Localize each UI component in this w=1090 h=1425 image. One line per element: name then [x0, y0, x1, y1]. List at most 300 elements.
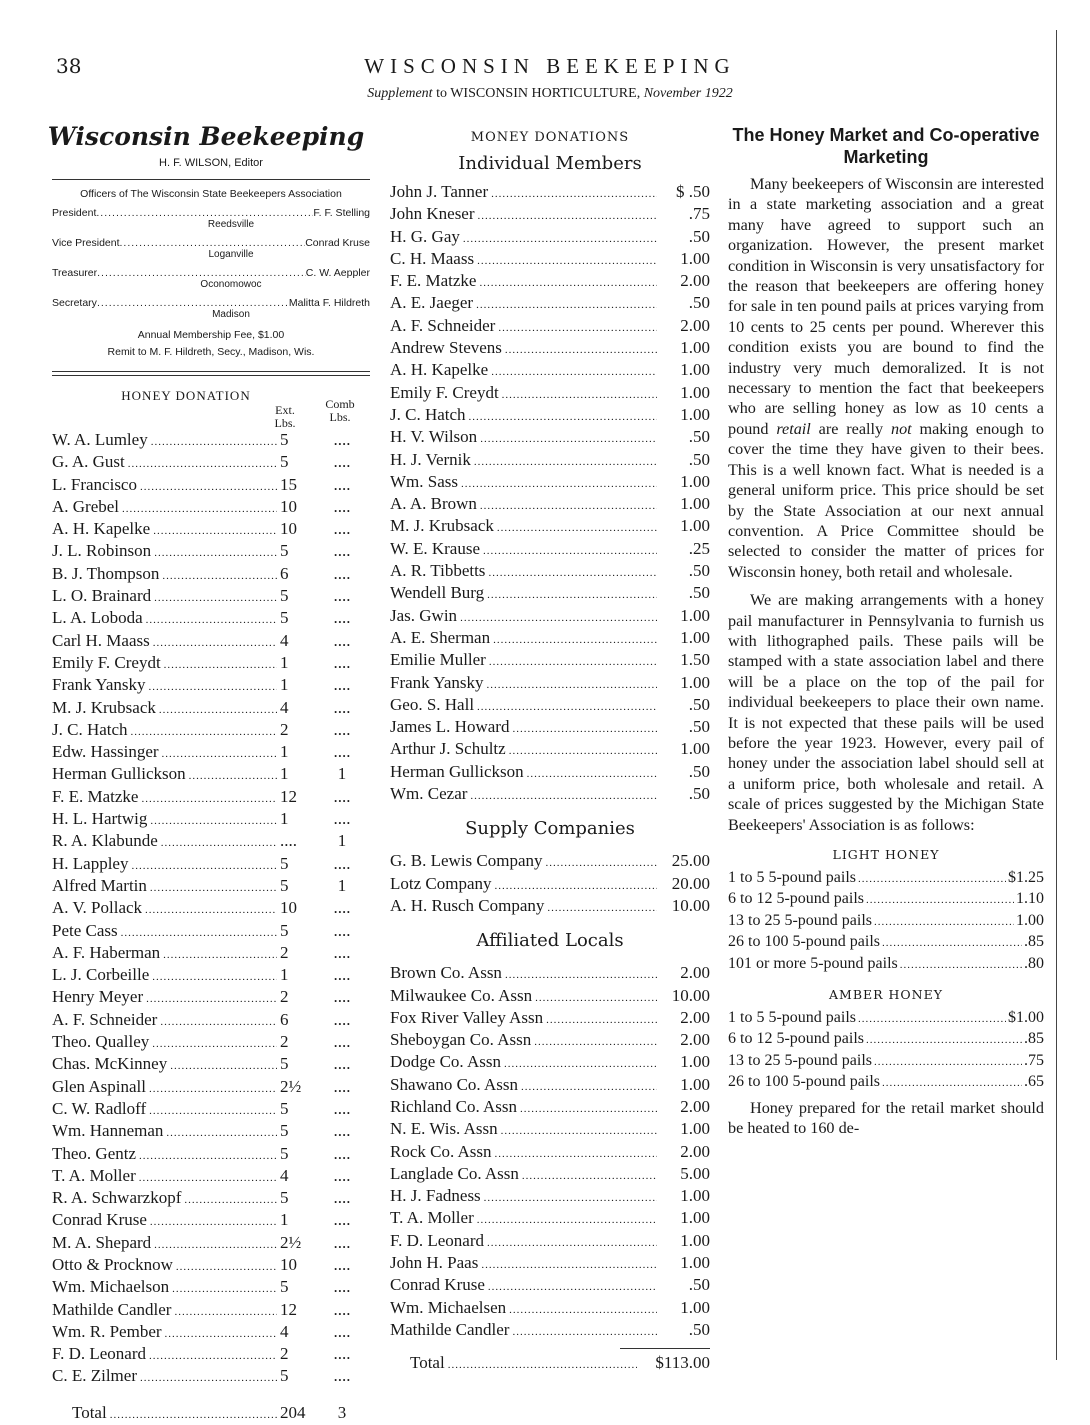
officer-role: Vice President	[52, 237, 120, 249]
leader-dots	[162, 744, 277, 764]
comb-lbs: ....	[333, 675, 351, 695]
leader-dots	[491, 362, 657, 382]
officer-place: Oconomowoc	[200, 279, 262, 290]
article-paragraph-1: Many beekeepers of Wisconsin are interested in a state marketing association and a great many have agreed to support such an organization. However, the present market condition in Wisconsin is very unsatisfactory for the reason that beekeepers are offering honey for sale in ten pound pails at prices varying from 10 cents to 25 cents per pound. Wherever this condition exists you are bound to find the industry very much demoralized. It is not necessary to mention the fact that beekeepers who are selling honey as low as 10 cents a pound retail are really not making enough to cover the time they have given to their bees. This is a well known fact. What is needed is a general uniform price. This price should be set by the State Association at our next annual convention. A Price Committee should be selected to consider the matter of prices for Wisconsin honey, both retail and wholesale.	[728, 175, 1045, 581]
donor-name: A. F. Haberman	[52, 942, 161, 962]
leader-dots	[154, 588, 277, 608]
membership-fee: Annual Membership Fee, $1.00	[137, 329, 285, 341]
donor-name: Fox River Valley Assn	[390, 1007, 544, 1027]
individual-donation-row	[390, 717, 710, 739]
leader-dots	[481, 1255, 657, 1275]
donor-name: A. R. Tibbetts	[390, 561, 486, 581]
officer-role: Secretary	[52, 297, 97, 309]
individual-donation-row	[390, 695, 710, 717]
individual-donation-row	[390, 450, 710, 472]
honey-donation-row	[52, 541, 370, 563]
donor-name: H. J. Fadness	[390, 1186, 481, 1206]
leader-dots	[477, 251, 657, 271]
right-edge-rule	[1056, 30, 1057, 1360]
comb-lbs: ....	[333, 742, 351, 762]
leader-dots	[97, 297, 289, 310]
col-ext-header: Ext. Lbs.	[274, 403, 296, 430]
donor-name: Henry Meyer	[52, 987, 144, 1007]
leader-dots	[495, 876, 657, 896]
comb-lbs: ....	[333, 608, 351, 628]
leader-dots	[480, 496, 657, 516]
leader-dots	[166, 1123, 277, 1143]
individual-donation-row	[390, 360, 710, 382]
ext-lbs: 12	[280, 1299, 297, 1319]
individual-donation-row	[390, 784, 710, 806]
donation-amount: 2.00	[680, 963, 710, 983]
donor-name: W. A. Lumley	[52, 430, 148, 449]
comb-lbs: ....	[333, 1143, 351, 1163]
amber-honey-prices	[728, 1008, 1044, 1094]
honey-donation-row	[52, 1233, 370, 1255]
donor-name: F. E. Matzke	[52, 786, 139, 806]
donor-name: L. O. Brainard	[52, 586, 152, 606]
ext-lbs: 1	[280, 965, 289, 985]
ext-lbs: 5	[280, 875, 289, 895]
local-donation-row	[390, 1030, 710, 1052]
comb-lbs: ....	[333, 809, 351, 829]
leader-dots	[476, 295, 657, 315]
amber-price-row	[728, 1072, 1044, 1093]
leader-dots	[491, 184, 657, 204]
ext-lbs: 5	[280, 541, 289, 561]
honey-donation-row	[52, 1344, 370, 1366]
individual-members-list	[390, 182, 710, 806]
donor-name: G. A. Gust	[52, 452, 125, 472]
leader-dots	[160, 1012, 277, 1032]
price-value: .75	[1024, 1051, 1044, 1069]
total-ext: 204	[280, 1402, 306, 1422]
light-price-row	[728, 889, 1044, 910]
leader-dots	[176, 1257, 277, 1277]
comb-lbs: ....	[333, 1366, 351, 1386]
donation-amount: 25.00	[671, 851, 710, 871]
leader-dots	[153, 521, 277, 541]
amber-price-row	[728, 1029, 1044, 1050]
honey-donation-row	[52, 1188, 370, 1210]
leader-dots	[874, 912, 1014, 932]
individual-donation-row	[390, 606, 710, 628]
donor-name: Emilie Muller	[390, 650, 486, 670]
donor-name: C. E. Zilmer	[52, 1366, 137, 1386]
donation-amount: 1.00	[680, 1253, 710, 1273]
leader-dots	[146, 610, 277, 630]
comb-lbs: ....	[333, 1121, 351, 1141]
donor-name: Arthur J. Schultz	[390, 739, 506, 759]
donation-amount: .75	[688, 204, 710, 224]
donation-amount: $ .50	[676, 182, 710, 201]
leader-dots	[521, 1077, 657, 1097]
donation-amount: .50	[688, 561, 710, 581]
light-price-row	[728, 868, 1044, 889]
individual-donation-row	[390, 227, 710, 249]
donor-name: Mathilde Candler	[52, 1299, 172, 1319]
col-comb-header: Comb Lbs.	[325, 397, 355, 424]
donor-name: C. W. Radloff	[52, 1098, 147, 1118]
ext-lbs: 5	[280, 1188, 289, 1208]
donor-name: Theo. Gentz	[52, 1143, 137, 1163]
local-donation-row	[390, 1119, 710, 1141]
officer-row	[52, 297, 370, 310]
leader-dots	[546, 1010, 657, 1030]
price-value: $1.25	[1008, 869, 1044, 886]
money-total-label: Total	[410, 1353, 445, 1373]
comb-lbs: ....	[333, 853, 351, 873]
leader-dots	[189, 766, 277, 786]
donation-amount: 2.00	[680, 1141, 710, 1161]
donor-name: Frank Yansky	[52, 675, 146, 695]
supply-donation-row	[390, 896, 710, 918]
donation-amount: 1.00	[680, 672, 710, 692]
price-label: 6 to 12 5-pound pails	[728, 1030, 864, 1048]
leader-dots	[487, 585, 657, 605]
individual-donation-row	[390, 293, 710, 315]
individual-donation-row	[390, 561, 710, 583]
article-paragraph-3: Honey prepared for the retail market should be heated to 160 de-	[728, 1098, 1044, 1138]
leader-dots	[866, 890, 1014, 910]
leader-dots	[493, 630, 657, 650]
honey-donation-row	[52, 987, 370, 1009]
left-column	[47, 122, 370, 1425]
donation-amount: 1.00	[680, 382, 710, 402]
donor-name: F. D. Leonard	[390, 1230, 485, 1250]
donation-amount: 10.00	[671, 895, 710, 915]
comb-lbs: ....	[333, 719, 351, 739]
comb-lbs: ....	[333, 697, 351, 717]
comb-lbs: ....	[333, 987, 351, 1007]
price-value: .65	[1024, 1073, 1044, 1091]
donation-amount: 1.00	[680, 494, 710, 514]
comb-lbs: ....	[333, 920, 351, 940]
leader-dots	[153, 633, 277, 653]
running-subheader	[200, 86, 900, 102]
leader-dots	[140, 477, 277, 497]
honey-donation-row	[52, 452, 370, 474]
leader-dots	[505, 965, 657, 985]
individual-donation-row	[390, 762, 710, 784]
leader-dots	[504, 1054, 657, 1074]
leader-dots	[858, 1009, 1006, 1029]
honey-donation-row	[52, 1277, 370, 1299]
subheader-date: November 1922	[643, 86, 733, 101]
local-donation-row	[390, 1142, 710, 1164]
officers-list	[52, 207, 370, 321]
donor-name: Glen Aspinall	[52, 1076, 146, 1096]
honey-donation-row	[52, 720, 370, 742]
honey-donation-row	[52, 1166, 370, 1188]
ext-lbs: 10	[280, 519, 297, 539]
donor-name: Emily F. Creydt	[52, 652, 161, 672]
donor-name: J. L. Robinson	[52, 541, 152, 561]
donor-name: A. Grebel	[52, 496, 120, 516]
donation-amount: 1.00	[680, 1230, 710, 1250]
donor-name: Shawano Co. Assn	[390, 1074, 518, 1094]
honey-donation-title: HONEY DONATION	[121, 388, 251, 403]
donor-name: Alfred Martin	[52, 875, 147, 895]
leader-dots	[159, 700, 277, 720]
donation-amount: .50	[688, 717, 710, 737]
price-value: .80	[1024, 954, 1044, 972]
leader-dots	[547, 898, 657, 918]
donation-amount: .50	[688, 694, 710, 714]
donor-name: Dodge Co. Assn	[390, 1052, 501, 1072]
ext-lbs: 5	[280, 1098, 289, 1118]
price-value: .85	[1024, 933, 1044, 951]
comb-lbs: ....	[333, 1032, 351, 1052]
ext-lbs: 5	[280, 1277, 289, 1297]
honey-donation-row	[52, 1121, 370, 1143]
comb-lbs: ....	[333, 1232, 351, 1252]
comb-lbs: ....	[333, 541, 351, 561]
leader-dots	[900, 955, 1022, 975]
donation-amount: 10.00	[671, 985, 710, 1005]
ext-lbs: 15	[280, 474, 297, 494]
leader-dots	[522, 1166, 657, 1186]
comb-lbs: ....	[333, 586, 351, 606]
donor-name: Richland Co. Assn	[390, 1096, 518, 1116]
donor-name: G. B. Lewis Company	[390, 851, 543, 871]
honey-donation-row	[52, 698, 370, 720]
leader-dots	[480, 429, 657, 449]
donor-name: Mathilde Candler	[390, 1319, 510, 1339]
donor-name: Lotz Company	[390, 873, 492, 893]
donation-amount: 2.00	[680, 1007, 710, 1027]
donor-name: Wm. Michaelsen	[390, 1297, 507, 1317]
donor-name: A. H. Kapelke	[52, 519, 151, 539]
donor-name: Langlade Co. Assn	[390, 1163, 519, 1183]
donation-amount: 2.00	[680, 271, 710, 291]
donor-name: T. A. Moller	[390, 1208, 474, 1228]
donation-amount: .50	[688, 226, 710, 246]
donation-amount: .50	[688, 1275, 710, 1295]
donor-name: T. A. Moller	[52, 1165, 136, 1185]
leader-dots	[512, 1322, 657, 1342]
leader-dots	[527, 764, 657, 784]
honey-donation-row	[52, 1144, 370, 1166]
ext-lbs: 2	[280, 987, 289, 1007]
comb-lbs: ....	[333, 563, 351, 583]
donor-name: Wendell Burg	[390, 583, 485, 603]
honey-donation-row	[52, 1255, 370, 1277]
comb-lbs: ....	[333, 1277, 351, 1297]
comb-lbs: ....	[333, 1321, 351, 1341]
donor-name: A. H. Rusch Company	[390, 895, 545, 915]
donation-amount: 1.00	[680, 1208, 710, 1228]
individual-donation-row	[390, 338, 710, 360]
leader-dots	[161, 833, 277, 853]
donation-amount: 2.00	[680, 1030, 710, 1050]
individual-donation-row	[390, 427, 710, 449]
leader-dots	[495, 1144, 657, 1164]
masthead-title: Wisconsin Beekeeping	[47, 122, 365, 151]
donor-name: H. Lappley	[52, 853, 129, 873]
honey-donation-row	[52, 631, 370, 653]
price-label: 6 to 12 5-pound pails	[728, 890, 864, 908]
officer-place: Loganville	[208, 249, 254, 260]
leader-dots	[174, 1302, 277, 1322]
divider	[52, 179, 370, 180]
leader-dots	[150, 811, 277, 831]
leader-dots	[149, 677, 277, 697]
local-donation-row	[390, 986, 710, 1008]
leader-dots	[122, 499, 277, 519]
leader-dots	[141, 789, 277, 809]
honey-donation-row	[52, 1032, 370, 1054]
subheader-supplement: Supplement	[367, 86, 433, 101]
leader-dots	[509, 1300, 657, 1320]
leader-dots	[487, 1233, 657, 1253]
donation-amount: .50	[688, 427, 710, 447]
comb-lbs: ....	[333, 942, 351, 962]
donor-name: A. V. Pollack	[52, 898, 143, 918]
honey-donation-row	[52, 965, 370, 987]
donor-name: A. H. Kapelke	[390, 360, 489, 380]
amber-honey-title: AMBER HONEY	[829, 987, 943, 1003]
honey-donation-row	[52, 1300, 370, 1322]
donation-amount: 1.00	[680, 627, 710, 647]
honey-total-row	[52, 1403, 370, 1425]
ext-lbs: 4	[280, 1321, 289, 1341]
leader-dots	[534, 1032, 657, 1052]
right-column	[728, 124, 1044, 1138]
local-donation-row	[390, 1298, 710, 1320]
honey-donation-row	[52, 1010, 370, 1032]
page-number: 38	[56, 54, 82, 78]
leader-dots	[477, 1210, 657, 1230]
individual-donation-row	[390, 494, 710, 516]
officer-role: President	[52, 207, 97, 219]
individual-donation-row	[390, 383, 710, 405]
ext-lbs: 5	[280, 1121, 289, 1141]
leader-dots	[150, 1212, 277, 1232]
donor-name: H. J. Vernik	[390, 449, 471, 469]
ext-lbs: 5	[280, 608, 289, 628]
ext-lbs: 1	[280, 652, 289, 672]
comb-lbs: ....	[333, 1344, 351, 1364]
ext-lbs: 1	[280, 675, 289, 695]
honey-donation-row	[52, 1099, 370, 1121]
honey-donation-row	[52, 475, 370, 497]
amber-price-row	[728, 1008, 1044, 1029]
price-label: 1 to 5 5-pound pails	[728, 869, 856, 886]
leader-dots	[150, 878, 277, 898]
ext-lbs: 5	[280, 1054, 289, 1074]
donor-name: R. A. Klabunde	[52, 831, 158, 851]
comb-lbs: ....	[333, 452, 351, 472]
price-label: 1 to 5 5-pound pails	[728, 1009, 856, 1027]
supply-donation-row	[390, 851, 710, 873]
affiliated-locals-list	[390, 963, 710, 1342]
leader-dots	[131, 722, 277, 742]
leader-dots	[484, 1188, 657, 1208]
donation-amount: .50	[688, 293, 710, 313]
individual-donation-row	[390, 583, 710, 605]
ext-lbs: 4	[280, 1165, 289, 1185]
comb-lbs: ....	[333, 1009, 351, 1029]
leader-dots	[512, 719, 657, 739]
donor-name: A. A. Brown	[390, 494, 477, 514]
leader-dots	[139, 1168, 277, 1188]
donor-name: H. L. Hartwig	[52, 809, 148, 829]
comb-lbs: ....	[333, 519, 351, 539]
donation-amount: 1.00	[680, 404, 710, 424]
donor-name: R. A. Schwarzkopf	[52, 1188, 182, 1208]
ext-lbs: 1	[280, 764, 289, 784]
leader-dots	[152, 967, 277, 987]
leader-dots	[184, 1190, 277, 1210]
donation-amount: .50	[688, 449, 710, 469]
price-value: 1.10	[1016, 890, 1044, 908]
local-donation-row	[390, 963, 710, 985]
leader-dots	[128, 454, 277, 474]
leader-dots	[520, 1099, 657, 1119]
donor-name: Carl H. Maass	[52, 630, 150, 650]
comb-lbs: ....	[333, 474, 351, 494]
donation-amount: 1.00	[680, 1052, 710, 1072]
comb-lbs: 1	[337, 875, 347, 895]
donor-name: Wm. Sass	[390, 471, 458, 491]
donor-name: J. C. Hatch	[390, 404, 466, 424]
honey-donation-row	[52, 1210, 370, 1232]
donation-amount: 1.00	[680, 1297, 710, 1317]
ext-lbs: 2½	[280, 1076, 302, 1096]
leader-dots	[477, 697, 657, 717]
donor-name: L. A. Loboda	[52, 608, 143, 628]
leader-dots	[163, 945, 277, 965]
individual-donation-row	[390, 182, 710, 204]
leader-dots	[172, 1279, 277, 1299]
comb-lbs: ....	[333, 630, 351, 650]
comb-lbs: ....	[333, 1299, 351, 1319]
masthead-editor: H. F. WILSON, Editor	[159, 157, 263, 169]
donor-name: Jas. Gwin	[390, 605, 458, 625]
honey-donation-list	[52, 430, 370, 1389]
donation-amount: 1.00	[680, 1186, 710, 1206]
ext-lbs: 5	[280, 1143, 289, 1163]
donation-amount: .50	[688, 761, 710, 781]
officer-place: Reedsville	[207, 219, 255, 230]
donation-amount: .50	[688, 1319, 710, 1339]
donor-name: John J. Tanner	[390, 182, 489, 201]
ext-lbs: 1	[280, 742, 289, 762]
ext-lbs: 5	[280, 853, 289, 873]
leader-dots	[131, 856, 277, 876]
light-price-row	[728, 932, 1044, 953]
leader-dots	[509, 741, 657, 761]
comb-lbs: ....	[333, 786, 351, 806]
comb-lbs: ....	[333, 430, 351, 449]
ext-lbs: 5	[280, 430, 289, 449]
donor-name: A. E. Sherman	[390, 627, 491, 647]
local-donation-row	[390, 1008, 710, 1030]
officer-name: Conrad Kruse	[305, 237, 370, 249]
leader-dots	[170, 1056, 277, 1076]
officer-role: Treasurer	[52, 267, 98, 279]
price-label: 13 to 25 5-pound pails	[728, 911, 872, 929]
donation-amount: 2.00	[680, 315, 710, 335]
individual-donation-row	[390, 271, 710, 293]
honey-donation-row	[52, 898, 370, 920]
donor-name: H. G. Gay	[390, 226, 460, 246]
donor-name: J. C. Hatch	[52, 719, 128, 739]
honey-donation-row	[52, 1322, 370, 1344]
leader-dots	[483, 541, 657, 561]
donation-amount: 2.00	[680, 1096, 710, 1116]
